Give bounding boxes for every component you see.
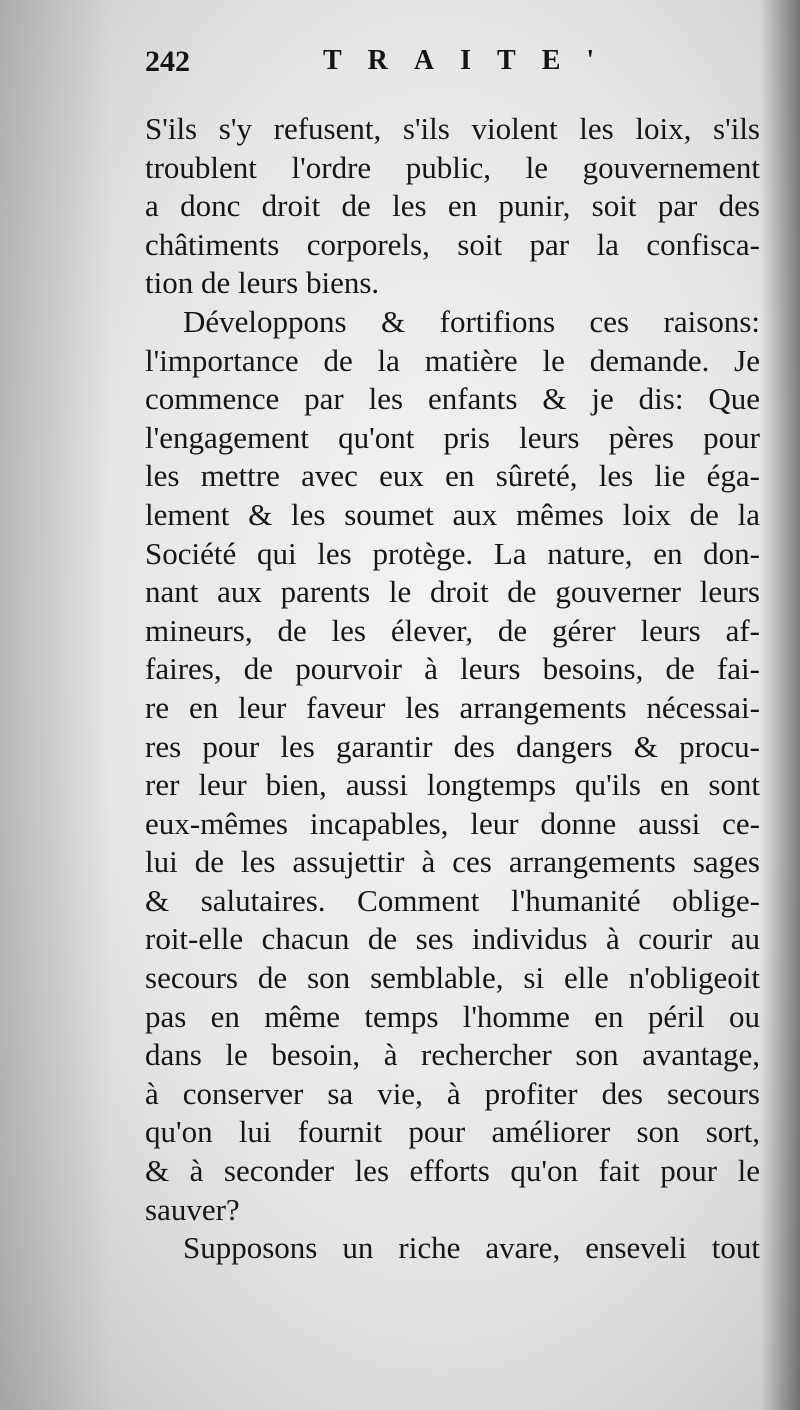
text-line: lui de les assujettir à ces arrangements sages: [145, 844, 760, 880]
text-line: l'engagement qu'ont pris leurs pères pour: [145, 419, 760, 455]
text-line: à conserver sa vie, à profiter des secours: [145, 1075, 760, 1111]
text-line: châtiments corporels, soit par la confisca-: [145, 226, 760, 262]
body-text: [145, 110, 760, 1268]
text-line: Supposons un riche avare, enseveli tout: [183, 1230, 760, 1266]
text-line: Développons & fortifions ces raisons:: [183, 303, 760, 339]
text-line: commence par les enfants & je dis: Que: [145, 381, 760, 417]
paragraph-3: [145, 1229, 760, 1268]
text-line: eux-mêmes incapables, leur donne aussi ce-: [145, 805, 760, 841]
text-line: res pour les garantir des dangers & procu-: [145, 728, 760, 764]
text-line: mineurs, de les élever, de gérer leurs af-: [145, 612, 760, 648]
text-line: troublent l'ordre public, le gouvernement: [145, 149, 760, 185]
text-line: roit-elle chacun de ses individus à courir au: [145, 921, 760, 957]
text-line: nant aux parents le droit de gouverner leurs: [145, 574, 760, 610]
text-line: lement & les soumet aux mêmes loix de la: [145, 496, 760, 532]
text-line: tion de leurs biens.: [145, 265, 380, 301]
text-line: qu'on lui fournit pour améliorer son sort,: [145, 1114, 760, 1150]
page-number: 242: [145, 45, 190, 78]
text-line: pas en même temps l'homme en péril ou: [145, 998, 760, 1034]
text-line: & salutaires. Comment l'humanité oblige-: [145, 882, 760, 918]
text-line: rer leur bien, aussi longtemps qu'ils en sont: [145, 767, 760, 803]
text-line: Société qui les protège. La nature, en don-: [145, 535, 760, 571]
text-line: re en leur faveur les arrangements nécessai-: [145, 689, 760, 725]
running-head: [145, 45, 755, 89]
paragraph-2: [145, 303, 760, 1229]
running-head-title: TRAITE': [323, 45, 621, 76]
text-line: dans le besoin, à rechercher son avantage,: [145, 1037, 760, 1073]
text-line: secours de son semblable, si elle n'obligeoit: [145, 960, 760, 996]
paragraph-1: [145, 110, 760, 303]
text-line: faires, de pourvoir à leurs besoins, de fai-: [145, 651, 760, 687]
text-line: & à seconder les efforts qu'on fait pour le: [145, 1153, 760, 1189]
text-line: S'ils s'y refusent, s'ils violent les loix, s'ils: [145, 111, 760, 146]
text-line: sauver?: [145, 1191, 240, 1227]
text-line: l'importance de la matière le demande. Je: [145, 342, 760, 378]
text-line: les mettre avec eux en sûreté, les lie éga-: [145, 458, 760, 494]
text-line: a donc droit de les en punir, soit par des: [145, 188, 760, 224]
